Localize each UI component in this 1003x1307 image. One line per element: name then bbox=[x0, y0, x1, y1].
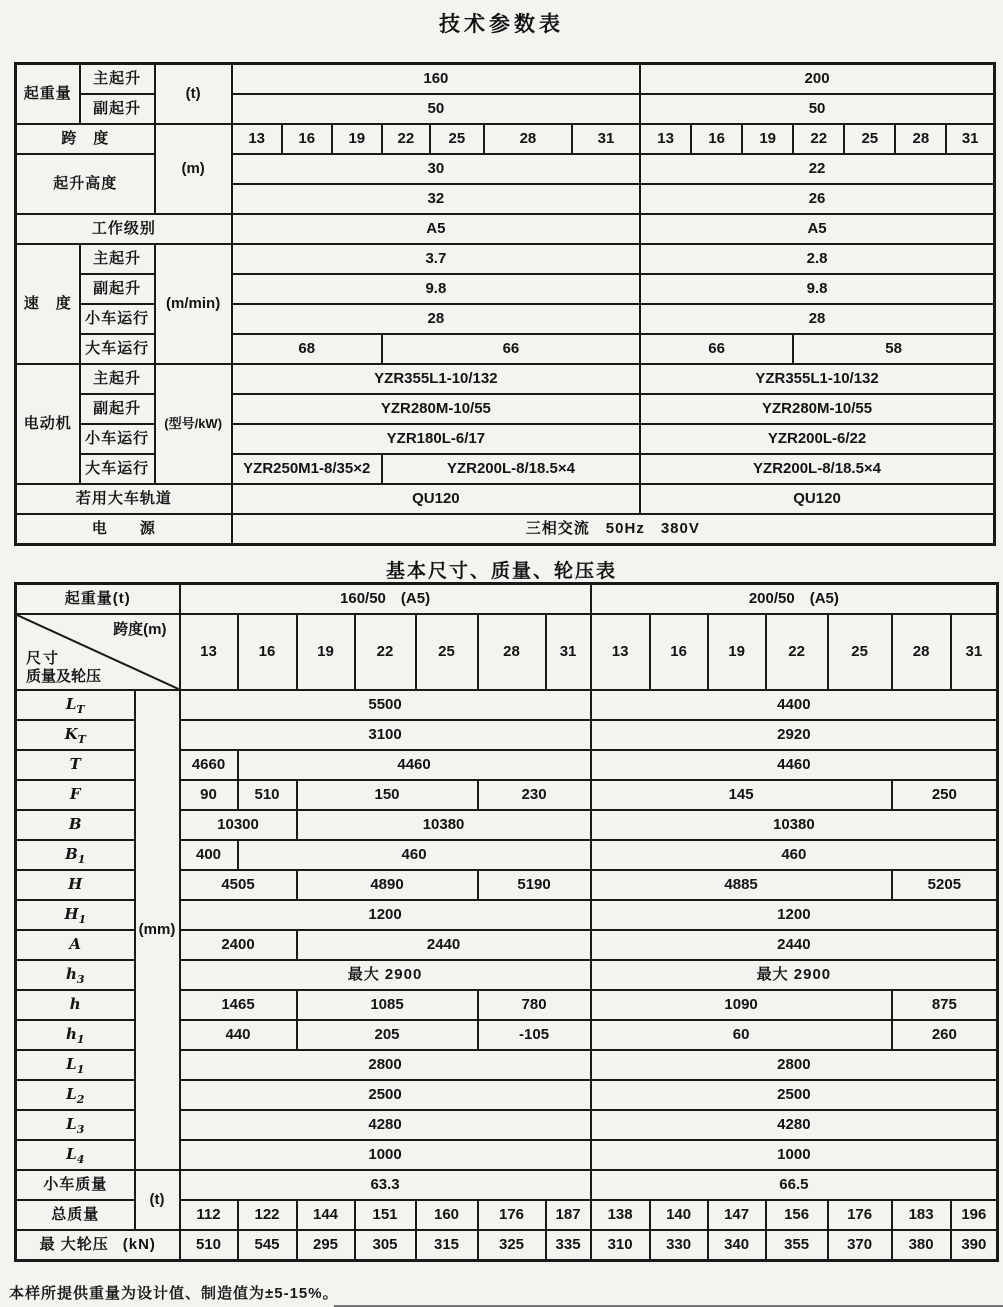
value-cell: YZR200L-8/18.5×4 bbox=[382, 454, 640, 484]
span-header-cell: 16 bbox=[650, 614, 708, 690]
row-label-L1: $L_1$ bbox=[16, 1050, 135, 1080]
value-cell: 50 bbox=[232, 94, 640, 124]
value-cell: YZR200L-8/18.5×4 bbox=[640, 454, 994, 484]
value-cell: 66 bbox=[640, 334, 793, 364]
table-row bbox=[16, 614, 998, 690]
value-cell: 1200 bbox=[591, 900, 998, 930]
row-label-F: F bbox=[16, 780, 135, 810]
value-cell: 330 bbox=[650, 1230, 708, 1261]
value-cell: 4460 bbox=[238, 750, 591, 780]
value-cell: 5500 bbox=[180, 690, 591, 720]
value-cell: 三相交流 50Hz 380V bbox=[232, 514, 995, 545]
technical-parameters-table bbox=[14, 62, 996, 546]
value-cell: 90 bbox=[180, 780, 238, 810]
value-cell: 13 bbox=[232, 124, 282, 154]
table-row bbox=[16, 514, 995, 545]
value-cell: 176 bbox=[478, 1200, 546, 1230]
value-cell: 460 bbox=[238, 840, 591, 870]
page-title: 技术参数表 bbox=[439, 13, 564, 36]
value-cell: 780 bbox=[478, 990, 591, 1020]
header-right-variant: 200/50 (A5) bbox=[591, 584, 998, 615]
table2-title: 基本尺寸、质量、轮压表 bbox=[385, 561, 617, 582]
span-header-cell: 13 bbox=[591, 614, 650, 690]
value-cell: 250 bbox=[892, 780, 998, 810]
value-cell: 370 bbox=[828, 1230, 892, 1261]
row-label-rail: 若用大车轨道 bbox=[16, 484, 232, 514]
value-cell: 68 bbox=[232, 334, 382, 364]
span-header-cell: 19 bbox=[297, 614, 355, 690]
table-row bbox=[16, 1230, 998, 1261]
unit-model-kw: (型号/kW) bbox=[155, 364, 232, 484]
table-row bbox=[16, 584, 998, 615]
value-cell: 176 bbox=[828, 1200, 892, 1230]
diagonal-label-mass-wheelload: 质量及轮压 bbox=[26, 668, 102, 686]
row-label-h3: $h_3$ bbox=[16, 960, 135, 990]
unit-kn: (kN) bbox=[122, 1236, 156, 1254]
value-cell: 112 bbox=[180, 1200, 238, 1230]
value-cell: 58 bbox=[793, 334, 994, 364]
value-cell: 25 bbox=[844, 124, 895, 154]
value-cell: 50 bbox=[640, 94, 994, 124]
value-cell: 4890 bbox=[297, 870, 478, 900]
row-label-L2: $L_2$ bbox=[16, 1080, 135, 1110]
footnote: 本样所提供重量为设计值、制造值为±5-15%。 bbox=[9, 1285, 339, 1302]
unit-tonnes: (t) bbox=[155, 64, 232, 125]
value-cell: 22 bbox=[793, 124, 844, 154]
value-cell: 4460 bbox=[591, 750, 998, 780]
value-cell: 19 bbox=[742, 124, 793, 154]
row-label-span: 跨 度 bbox=[16, 124, 155, 154]
unit-m-per-min: (m/min) bbox=[155, 244, 232, 364]
value-cell: 10300 bbox=[180, 810, 297, 840]
value-cell: 10380 bbox=[591, 810, 998, 840]
value-cell: 2800 bbox=[180, 1050, 591, 1080]
value-cell: YZR280M-10/55 bbox=[232, 394, 640, 424]
value-cell: 32 bbox=[232, 184, 640, 214]
table-row bbox=[16, 364, 995, 394]
table-row bbox=[16, 64, 995, 95]
value-cell: 16 bbox=[691, 124, 742, 154]
span-header-cell: 28 bbox=[892, 614, 951, 690]
row-label-L3: $L_3$ bbox=[16, 1110, 135, 1140]
value-cell: 3.7 bbox=[232, 244, 640, 274]
value-cell: 144 bbox=[297, 1200, 355, 1230]
value-cell: YZR200L-6/22 bbox=[640, 424, 994, 454]
row-label-speed-main-hoist: 主起升 bbox=[80, 244, 155, 274]
value-cell: YZR355L1-10/132 bbox=[640, 364, 994, 394]
row-label-speed-trolley: 小车运行 bbox=[80, 304, 155, 334]
value-cell: 260 bbox=[892, 1020, 998, 1050]
value-cell: 13 bbox=[640, 124, 691, 154]
table-row bbox=[16, 1170, 998, 1200]
value-cell: 138 bbox=[591, 1200, 650, 1230]
span-header-cell: 31 bbox=[546, 614, 591, 690]
value-cell: 26 bbox=[640, 184, 994, 214]
value-cell: 335 bbox=[546, 1230, 591, 1261]
value-cell: 25 bbox=[430, 124, 484, 154]
unit-metres: (m) bbox=[155, 124, 232, 214]
value-cell: 160 bbox=[232, 64, 640, 95]
header-lifting-capacity: 起重量(t) bbox=[16, 584, 180, 615]
value-cell: 230 bbox=[478, 780, 591, 810]
value-cell: 315 bbox=[416, 1230, 478, 1261]
value-cell: 340 bbox=[708, 1230, 766, 1261]
value-cell: 460 bbox=[591, 840, 998, 870]
value-cell: 9.8 bbox=[640, 274, 994, 304]
value-cell: 160 bbox=[416, 1200, 478, 1230]
value-cell: 380 bbox=[892, 1230, 951, 1261]
value-cell: YZR280M-10/55 bbox=[640, 394, 994, 424]
row-label-H: H bbox=[16, 870, 135, 900]
row-label-lifting-height: 起升高度 bbox=[16, 154, 155, 214]
value-cell: 2440 bbox=[297, 930, 591, 960]
value-cell: 30 bbox=[232, 154, 640, 184]
value-cell: 2920 bbox=[591, 720, 998, 750]
diagonal-label-dimension: 尺寸 bbox=[26, 650, 61, 667]
value-cell: 151 bbox=[355, 1200, 416, 1230]
row-label-trolley-mass: 小车质量 bbox=[16, 1170, 135, 1200]
row-label-power-supply: 电 源 bbox=[16, 514, 232, 545]
value-cell: 最大 2900 bbox=[180, 960, 591, 990]
value-cell: 最大 2900 bbox=[591, 960, 998, 990]
value-cell: 2800 bbox=[591, 1050, 998, 1080]
value-cell: 150 bbox=[297, 780, 478, 810]
value-cell: 1090 bbox=[591, 990, 892, 1020]
span-header-cell: 25 bbox=[416, 614, 478, 690]
value-cell: 4400 bbox=[591, 690, 998, 720]
value-cell: -105 bbox=[478, 1020, 591, 1050]
span-header-cell: 19 bbox=[708, 614, 766, 690]
value-cell: 140 bbox=[650, 1200, 708, 1230]
value-cell: 355 bbox=[766, 1230, 828, 1261]
value-cell: 31 bbox=[946, 124, 994, 154]
value-cell: QU120 bbox=[640, 484, 994, 514]
value-cell: 147 bbox=[708, 1200, 766, 1230]
span-header-cell: 13 bbox=[180, 614, 238, 690]
value-cell: YZR355L1-10/132 bbox=[232, 364, 640, 394]
table-row bbox=[16, 244, 995, 274]
value-cell: 4505 bbox=[180, 870, 297, 900]
value-cell: 19 bbox=[332, 124, 382, 154]
value-cell: 16 bbox=[282, 124, 332, 154]
value-cell: 5190 bbox=[478, 870, 591, 900]
value-cell: 28 bbox=[640, 304, 994, 334]
value-cell: 22 bbox=[640, 154, 994, 184]
value-cell: 1000 bbox=[180, 1140, 591, 1170]
row-label-motor-trolley: 小车运行 bbox=[80, 424, 155, 454]
row-label-speed: 速 度 bbox=[16, 244, 80, 364]
row-label-lifting-capacity: 起重量 bbox=[16, 64, 80, 125]
row-label-KT: $K_T$ bbox=[16, 720, 135, 750]
value-cell: 145 bbox=[591, 780, 892, 810]
value-cell: 5205 bbox=[892, 870, 998, 900]
value-cell: 183 bbox=[892, 1200, 951, 1230]
value-cell: 325 bbox=[478, 1230, 546, 1261]
diagonal-header-cell bbox=[16, 614, 180, 690]
value-cell: 4280 bbox=[180, 1110, 591, 1140]
table-row bbox=[16, 124, 995, 154]
diagonal-label-span: 跨度(m) bbox=[113, 621, 167, 638]
value-cell: 1000 bbox=[591, 1140, 998, 1170]
value-cell: 28 bbox=[232, 304, 640, 334]
header-left-variant: 160/50 (A5) bbox=[180, 584, 591, 615]
unit-mm: (mm) bbox=[135, 690, 180, 1170]
row-label-B1: $B_1$ bbox=[16, 840, 135, 870]
row-label-max-wheel-load: 最 大轮压 (kN) bbox=[16, 1230, 180, 1261]
span-header-cell: 28 bbox=[478, 614, 546, 690]
value-cell: 156 bbox=[766, 1200, 828, 1230]
row-label-A: A bbox=[16, 930, 135, 960]
value-cell: YZR180L-6/17 bbox=[232, 424, 640, 454]
span-header-cell: 25 bbox=[828, 614, 892, 690]
value-cell: 200 bbox=[640, 64, 994, 95]
value-cell: 1465 bbox=[180, 990, 297, 1020]
row-label-duty-class: 工作级别 bbox=[16, 214, 232, 244]
row-label-motor: 电动机 bbox=[16, 364, 80, 484]
value-cell: 22 bbox=[382, 124, 430, 154]
value-cell: 28 bbox=[895, 124, 946, 154]
value-cell: 545 bbox=[238, 1230, 297, 1261]
span-header-cell: 22 bbox=[766, 614, 828, 690]
value-cell: 187 bbox=[546, 1200, 591, 1230]
value-cell: 60 bbox=[591, 1020, 892, 1050]
row-label-motor-aux-hoist: 副起升 bbox=[80, 394, 155, 424]
value-cell: 196 bbox=[951, 1200, 998, 1230]
value-cell: 10380 bbox=[297, 810, 591, 840]
value-cell: 66 bbox=[382, 334, 640, 364]
value-cell: 2.8 bbox=[640, 244, 994, 274]
value-cell: 295 bbox=[297, 1230, 355, 1261]
span-header-cell: 16 bbox=[238, 614, 297, 690]
value-cell: A5 bbox=[640, 214, 994, 244]
table-row bbox=[16, 484, 995, 514]
value-cell: A5 bbox=[232, 214, 640, 244]
row-label-motor-bridge: 大车运行 bbox=[80, 454, 155, 484]
row-label-total-mass: 总质量 bbox=[16, 1200, 135, 1230]
value-cell: 440 bbox=[180, 1020, 297, 1050]
value-cell: 2400 bbox=[180, 930, 297, 960]
value-cell: 122 bbox=[238, 1200, 297, 1230]
dimensions-mass-wheelload-table bbox=[14, 582, 999, 1262]
row-label-B: B bbox=[16, 810, 135, 840]
value-cell: 2500 bbox=[591, 1080, 998, 1110]
row-label-LT: $L_T$ bbox=[16, 690, 135, 720]
value-cell: 310 bbox=[591, 1230, 650, 1261]
value-cell: 28 bbox=[484, 124, 572, 154]
value-cell: 4280 bbox=[591, 1110, 998, 1140]
value-cell: 205 bbox=[297, 1020, 478, 1050]
span-header-cell: 31 bbox=[951, 614, 998, 690]
row-label-speed-aux-hoist: 副起升 bbox=[80, 274, 155, 304]
row-label-aux-hoist: 副起升 bbox=[80, 94, 155, 124]
row-label-h1: $h_1$ bbox=[16, 1020, 135, 1050]
value-cell: 390 bbox=[951, 1230, 998, 1261]
row-label-T: T bbox=[16, 750, 135, 780]
row-label-speed-bridge: 大车运行 bbox=[80, 334, 155, 364]
value-cell: 1200 bbox=[180, 900, 591, 930]
value-cell: 31 bbox=[572, 124, 640, 154]
row-label-h: h bbox=[16, 990, 135, 1020]
value-cell: 875 bbox=[892, 990, 998, 1020]
value-cell: 510 bbox=[238, 780, 297, 810]
value-cell: 63.3 bbox=[180, 1170, 591, 1200]
span-header-cell: 22 bbox=[355, 614, 416, 690]
value-cell: YZR250M1-8/35×2 bbox=[232, 454, 382, 484]
value-cell: 1085 bbox=[297, 990, 478, 1020]
unit-tonnes: (t) bbox=[135, 1170, 180, 1230]
row-label-L4: $L_4$ bbox=[16, 1140, 135, 1170]
table-row bbox=[16, 690, 998, 720]
value-cell: 9.8 bbox=[232, 274, 640, 304]
row-label-main-hoist: 主起升 bbox=[80, 64, 155, 95]
value-cell: 3100 bbox=[180, 720, 591, 750]
value-cell: 2440 bbox=[591, 930, 998, 960]
value-cell: 4885 bbox=[591, 870, 892, 900]
value-cell: 66.5 bbox=[591, 1170, 998, 1200]
row-label-motor-main-hoist: 主起升 bbox=[80, 364, 155, 394]
value-cell: 400 bbox=[180, 840, 238, 870]
value-cell: 510 bbox=[180, 1230, 238, 1261]
table-row bbox=[16, 214, 995, 244]
value-cell: 4660 bbox=[180, 750, 238, 780]
value-cell: QU120 bbox=[232, 484, 640, 514]
value-cell: 2500 bbox=[180, 1080, 591, 1110]
value-cell: 305 bbox=[355, 1230, 416, 1261]
row-label-H1: $H_1$ bbox=[16, 900, 135, 930]
